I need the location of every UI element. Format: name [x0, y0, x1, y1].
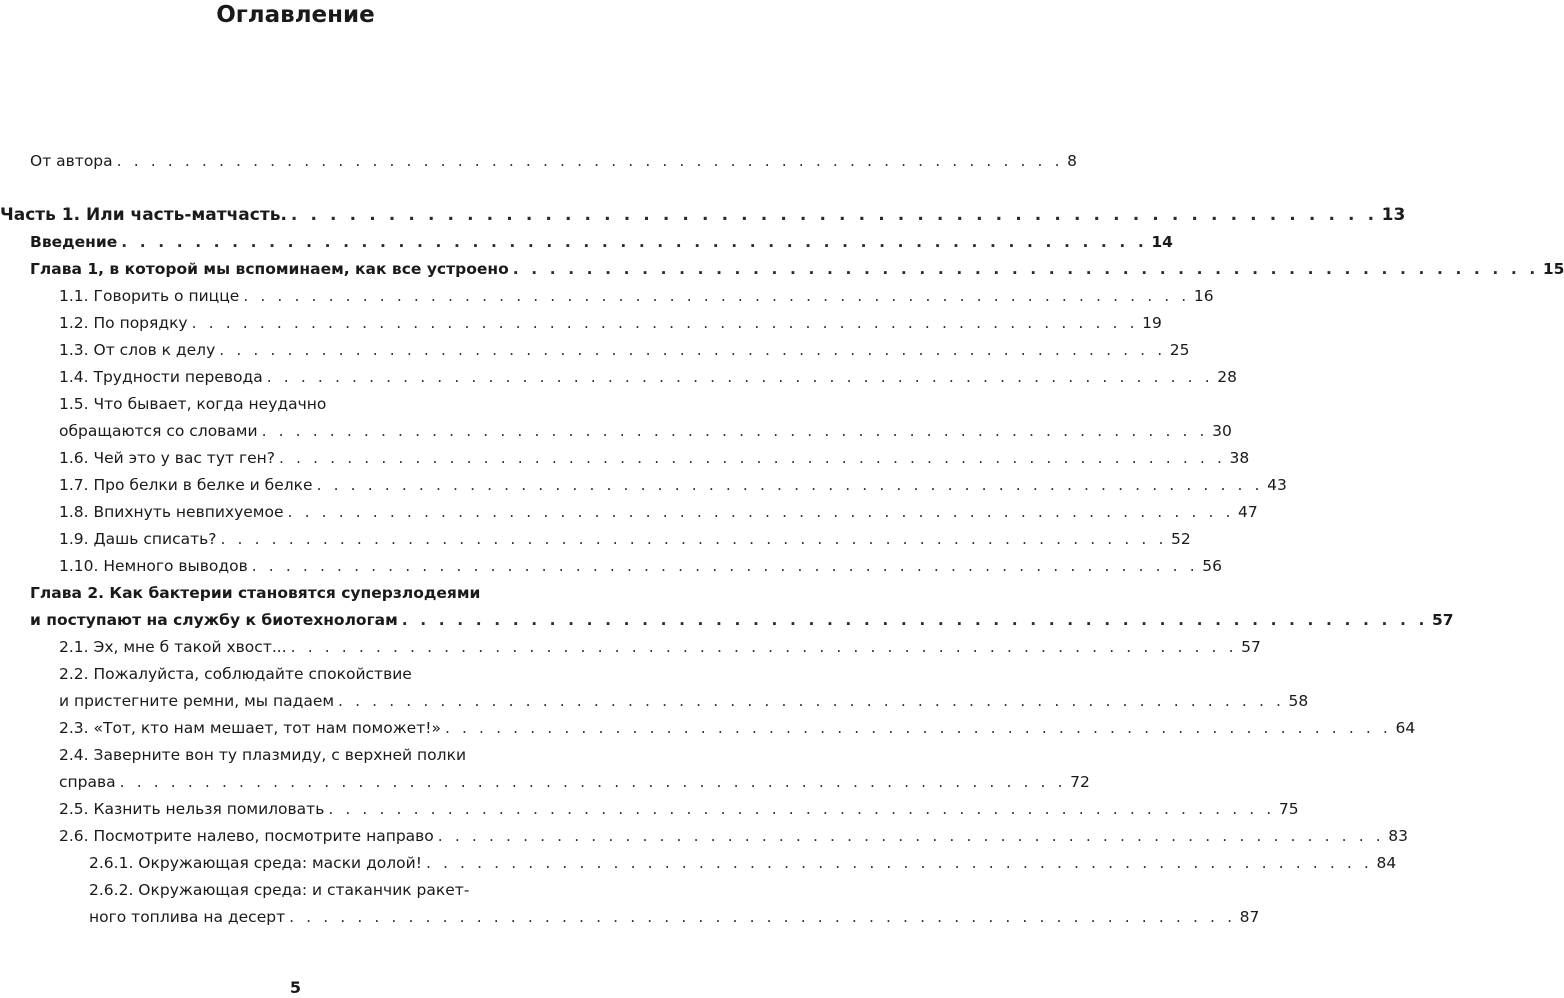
- toc-subsection-entry-line1[interactable]: [0, 877, 591, 904]
- page-number: 5: [289, 978, 302, 997]
- toc-entry-title: 1.10. Немного выводов: [59, 557, 248, 575]
- toc-entry-title: справа: [59, 773, 116, 791]
- dot-leader: . . . . . . . . . . . . . . . . . . . . . . . . . . . . . . . . . . . . . . . . . . . . . . . . . . . . . . . .: [316, 476, 1264, 494]
- dot-leader: . . . . . . . . . . . . . . . . . . . . . . . . . . . . . . . . . . . . . . . . . . . . . . . . . . . . . . . .: [266, 368, 1214, 386]
- dot-leader: . . . . . . . . . . . . . . . . . . . . . . . . . . . . . . . . . . . . . . . . . . . . . . . . . . . . . . . .: [328, 800, 1275, 818]
- toc-entry-title: и поступают на службу к биотехнологам: [30, 611, 398, 629]
- toc-entry-page: 15: [1542, 260, 1564, 278]
- toc-section-entry[interactable]: [0, 445, 1250, 472]
- toc-entry-title: 1.9. Дашь списать?: [59, 530, 217, 548]
- toc-chapter-entry[interactable]: [0, 256, 1564, 283]
- dot-leader: . . . . . . . . . . . . . . . . . . . . . . . . . . . . . . . . . . . . . . . . . . . . . . . . . . . . . . . .: [401, 611, 1428, 629]
- toc-entry-title: Часть 1. Или часть-матчасть.: [0, 205, 287, 225]
- toc-section-entry[interactable]: [0, 526, 1191, 553]
- toc-entry-title: 1.5. Что бывает, когда неудачно: [59, 395, 327, 413]
- toc-entry-title: 2.6.1. Окружающая среда: маски долой!: [89, 854, 422, 872]
- toc-entry-title: От автора: [30, 152, 113, 170]
- toc-entry[interactable]: [0, 148, 1078, 175]
- toc-entry-page: 28: [1217, 368, 1237, 386]
- toc-entry-page: 52: [1171, 530, 1191, 548]
- toc-entry-page: 72: [1070, 773, 1090, 791]
- toc-entry-title: 2.2. Пожалуйста, соблюдайте спокойствие: [59, 665, 412, 683]
- toc-section-entry[interactable]: [0, 499, 1258, 526]
- toc-entry-title: 2.6.2. Окружающая среда: и стаканчик ракет-: [89, 881, 470, 899]
- toc-entry-page: 43: [1267, 476, 1287, 494]
- toc-entry-page: 30: [1212, 422, 1232, 440]
- toc-section-entry[interactable]: [0, 310, 1162, 337]
- toc-entry-title: 1.7. Про белки в белке и белке: [59, 476, 313, 494]
- dot-leader: . . . . . . . . . . . . . . . . . . . . . . . . . . . . . . . . . . . . . . . . . . . . . . . . . . . . . . . .: [290, 638, 1238, 656]
- toc-entry-page: 47: [1238, 503, 1258, 521]
- toc-entry-title: 1.8. Впихнуть невпихуемое: [59, 503, 284, 521]
- dot-leader: . . . . . . . . . . . . . . . . . . . . . . . . . . . . . . . . . . . . . . . . . . . . . . . . . . . . . . . .: [119, 773, 1067, 791]
- toc-entry-page: 56: [1202, 557, 1222, 575]
- dot-leader: . . . . . . . . . . . . . . . . . . . . . . . . . . . . . . . . . . . . . . . . . . . . . . . . . . . . . . . .: [512, 260, 1539, 278]
- dot-leader: . . . . . . . . . . . . . . . . . . . . . . . . . . . . . . . . . . . . . . . . . . . . . . . . . . . . . . . .: [289, 908, 1236, 926]
- toc-entry-title: Глава 2. Как бактерии становятся суперзлодеями: [30, 584, 481, 602]
- toc-entry-title: 1.6. Чей это у вас тут ген?: [59, 449, 275, 467]
- toc-entry-title: и пристегните ремни, мы падаем: [59, 692, 335, 710]
- toc-entry-page: 58: [1288, 692, 1309, 710]
- toc-entry-page: 38: [1229, 449, 1250, 467]
- dot-leader: . . . . . . . . . . . . . . . . . . . . . . . . . . . . . . . . . . . . . . . . . . . . . . . . . . . . . . . .: [219, 341, 1166, 359]
- toc-entry-title: 2.6. Посмотрите налево, посмотрите направо: [59, 827, 434, 845]
- toc-entry-title: Глава 1, в которой мы вспоминаем, как все устроено: [30, 260, 509, 278]
- toc-entry-title: 2.5. Казнить нельзя помиловать: [59, 800, 325, 818]
- dot-leader: . . . . . . . . . . . . . . . . . . . . . . . . . . . . . . . . . . . . . . . . . . . . . . . . . . . . . . . .: [279, 449, 1226, 467]
- toc-section-entry-line2[interactable]: [0, 418, 1232, 445]
- toc-chapter-entry-line2[interactable]: [0, 607, 1454, 634]
- toc-entry-page: 84: [1376, 854, 1397, 872]
- toc-section-entry[interactable]: [0, 553, 1222, 580]
- table-of-contents: [0, 148, 1564, 931]
- toc-section-entry-line1[interactable]: [0, 742, 591, 769]
- toc-section-entry[interactable]: [0, 337, 1190, 364]
- toc-entry-page: 14: [1151, 233, 1173, 251]
- dot-leader: . . . . . . . . . . . . . . . . . . . . . . . . . . . . . . . . . . . . . . . . . . . . . . . . . . . . . . . .: [437, 827, 1385, 845]
- dot-leader: . . . . . . . . . . . . . . . . . . . . . . . . . . . . . . . . . . . . . . . . . . . . . . . . . . . . . . . .: [116, 152, 1064, 170]
- toc-entry-title: 2.3. «Тот, кто нам мешает, тот нам поможет!»: [59, 719, 441, 737]
- toc-entry-title: 1.4. Трудности перевода: [59, 368, 263, 386]
- toc-entry-page: 8: [1067, 152, 1078, 170]
- toc-section-entry[interactable]: [0, 634, 1261, 661]
- toc-section-entry[interactable]: [0, 283, 1214, 310]
- toc-entry-title: ного топлива на десерт: [89, 908, 286, 926]
- toc-entry-page: 16: [1193, 287, 1214, 305]
- toc-part-entry[interactable]: [0, 202, 1406, 229]
- page-title: Оглавление: [216, 2, 375, 28]
- toc-section-entry[interactable]: [0, 472, 1287, 499]
- toc-entry-page: 19: [1142, 314, 1162, 332]
- toc-entry[interactable]: [0, 229, 1173, 256]
- toc-section-entry[interactable]: [0, 823, 1409, 850]
- toc-section-entry[interactable]: [0, 715, 1416, 742]
- toc-entry-page: 87: [1239, 908, 1260, 926]
- toc-section-entry[interactable]: [0, 364, 1237, 391]
- toc-entry-title: 2.1. Эх, мне б такой хвост...: [59, 638, 287, 656]
- dot-leader: . . . . . . . . . . . . . . . . . . . . . . . . . . . . . . . . . . . . . . . . . . . . . . . . . . . . . . . .: [251, 557, 1199, 575]
- dot-leader: . . . . . . . . . . . . . . . . . . . . . . . . . . . . . . . . . . . . . . . . . . . . . . . . . . . . . . . .: [290, 205, 1378, 225]
- dot-leader: . . . . . . . . . . . . . . . . . . . . . . . . . . . . . . . . . . . . . . . . . . . . . . . . . . . . . . . .: [287, 503, 1235, 521]
- toc-section-entry-line1[interactable]: [0, 391, 591, 418]
- toc-section-entry-line1[interactable]: [0, 661, 591, 688]
- toc-section-entry[interactable]: [0, 796, 1299, 823]
- dot-leader: . . . . . . . . . . . . . . . . . . . . . . . . . . . . . . . . . . . . . . . . . . . . . . . . . . . . . . . .: [261, 422, 1209, 440]
- dot-leader: . . . . . . . . . . . . . . . . . . . . . . . . . . . . . . . . . . . . . . . . . . . . . . . . . . . . . . . .: [425, 854, 1373, 872]
- toc-entry-page: 83: [1388, 827, 1409, 845]
- toc-entry-title: обращаются со словами: [59, 422, 258, 440]
- toc-entry-title: Введение: [30, 233, 118, 251]
- dot-leader: . . . . . . . . . . . . . . . . . . . . . . . . . . . . . . . . . . . . . . . . . . . . . . . . . . . . . . . .: [220, 530, 1167, 548]
- toc-entry-page: 13: [1381, 205, 1406, 225]
- dot-leader: . . . . . . . . . . . . . . . . . . . . . . . . . . . . . . . . . . . . . . . . . . . . . . . . . . . . . . . .: [243, 287, 1190, 305]
- toc-entry-title: 1.2. По порядку: [59, 314, 188, 332]
- toc-entry-page: 25: [1169, 341, 1190, 359]
- dot-leader: . . . . . . . . . . . . . . . . . . . . . . . . . . . . . . . . . . . . . . . . . . . . . . . . . . . . . . . .: [191, 314, 1139, 332]
- dot-leader: . . . . . . . . . . . . . . . . . . . . . . . . . . . . . . . . . . . . . . . . . . . . . . . . . . . . . . . .: [121, 233, 1148, 251]
- toc-entry-page: 57: [1241, 638, 1261, 656]
- dot-leader: . . . . . . . . . . . . . . . . . . . . . . . . . . . . . . . . . . . . . . . . . . . . . . . . . . . . . . . .: [444, 719, 1392, 737]
- toc-subsection-entry[interactable]: [0, 850, 1397, 877]
- toc-entry-title: 2.4. Заверните вон ту плазмиду, с верхней полки: [59, 746, 467, 764]
- toc-section-entry-line2[interactable]: [0, 769, 1090, 796]
- toc-entry-title: 1.3. От слов к делу: [59, 341, 216, 359]
- toc-entry-page: 57: [1431, 611, 1454, 629]
- toc-chapter-entry-line1[interactable]: [0, 580, 591, 607]
- dot-leader: . . . . . . . . . . . . . . . . . . . . . . . . . . . . . . . . . . . . . . . . . . . . . . . . . . . . . . . .: [338, 692, 1285, 710]
- toc-section-entry-line2[interactable]: [0, 688, 1309, 715]
- toc-entry-page: 64: [1395, 719, 1416, 737]
- toc-entry-title: 1.1. Говорить о пицце: [59, 287, 240, 305]
- toc-subsection-entry-line2[interactable]: [0, 904, 1260, 931]
- toc-entry-page: 75: [1278, 800, 1299, 818]
